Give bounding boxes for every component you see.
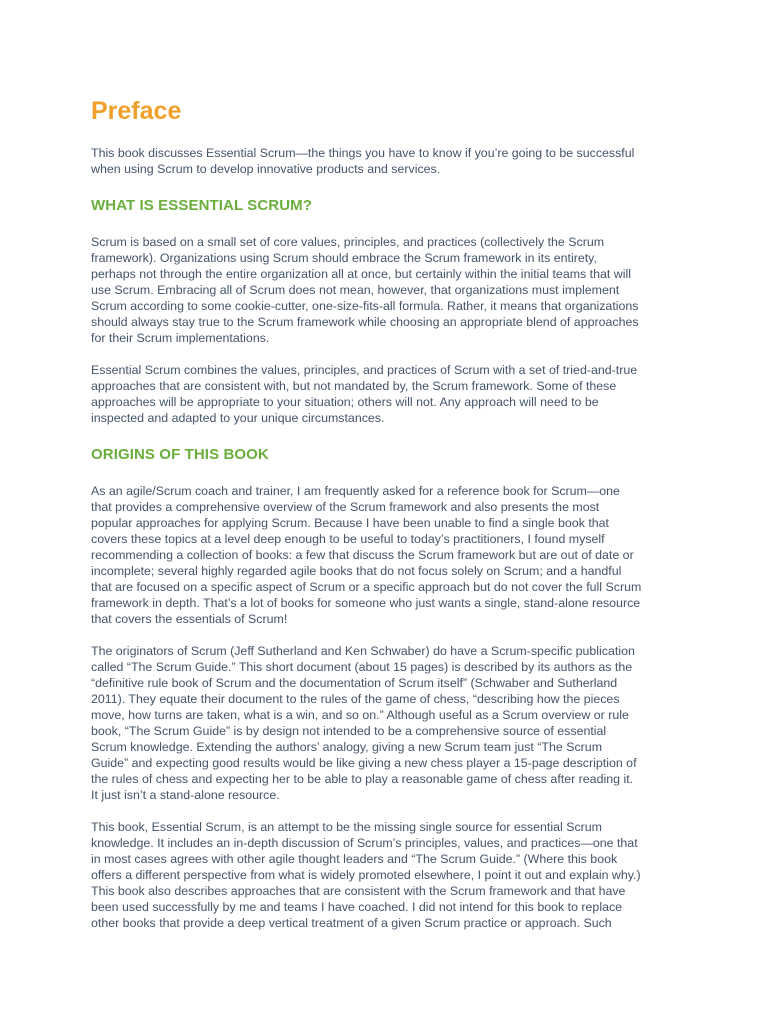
intro-paragraph: This book discusses Essential Scrum—the things you have to know if you’re going to be successful when using Scrum to develop innovative products and services.	[91, 146, 635, 176]
body-paragraph: As an agile/Scrum coach and trainer, I am frequently asked for a reference book for Scrum—one that provides a comprehensive overview of the Scrum framework and also presents the most popular approaches for applying Scrum. Because I have been unable to find a single book that covers these topics at a level deep enough to be useful to today’s practitioners, I found myself recommending a collection of books: a few that discuss the Scrum framework but are out of date or incomplete; several highly regarded agile books that do not focus solely on Scrum; and a handful that are focused on a specific aspect of Scrum or a specific approach but do not cover the full Scrum framework in depth. That’s a lot of books for someone who just wants a single, stand-alone resource that covers the essentials of Scrum!	[91, 484, 642, 626]
body-paragraph: Scrum is based on a small set of core values, principles, and practices (collectively the Scrum framework). Organizations using Scrum should embrace the Scrum framework in its entirety, perhaps not through the entire organization all at once, but certainly within the initial teams that will use Scrum. Embracing all of Scrum does not mean, however, that organizations must implement Scrum according to some cookie-cutter, one-size-fits-all formula. Rather, it means that organizations should always stay true to the Scrum framework while choosing an appropriate blend of approaches for their Scrum implementations.	[91, 235, 639, 345]
body-paragraph: The originators of Scrum (Jeff Sutherland and Ken Schwaber) do have a Scrum-specific publication called “The Scrum Guide.” This short document (about 15 pages) is described by its authors as the “definitive rule book of Scrum and the documentation of Scrum itself” (Schwaber and Sutherland 2011). They equate their document to the rules of the game of chess, “describing how the pieces move, how turns are taken, what is a win, and so on.” Although useful as a Scrum overview or rule book, “The Scrum Guide” is by design not intended to be a comprehensive source of essential Scrum knowledge. Extending the authors’ analogy, giving a new Scrum team just “The Scrum Guide” and expecting good results would be like giving a new chess player a 15-page description of the rules of chess and expecting her to be able to play a reasonable game of chess after reading it. It just isn’t a stand-alone resource.	[91, 644, 637, 802]
section-heading-origins-of-this-book: ORIGINS OF THIS BOOK	[91, 446, 269, 463]
body-paragraph: Essential Scrum combines the values, principles, and practices of Scrum with a set of tried-and-true approaches that are consistent with, but not mandated by, the Scrum framework. Some of these approaches will be appropriate to your situation; others will not. Any approach will need to be inspected and adapted to your unique circumstances.	[91, 363, 638, 425]
section-heading-what-is-essential-scrum: WHAT IS ESSENTIAL SCRUM?	[91, 197, 313, 214]
document-content	[91, 94, 681, 931]
page-title: Preface	[91, 97, 182, 125]
body-paragraph: This book, Essential Scrum, is an attempt to be the missing single source for essential Scrum knowledge. It includes an in-depth discussion of Scrum’s principles, values, and practices—one that in most cases agrees with other agile thought leaders and “The Scrum Guide.” (Where this book offers a different perspective from what is widely promoted elsewhere, I point it out and explain why.) This book also describes approaches that are consistent with the Scrum framework and that have been used successfully by me and teams I have coached. I did not intend for this book to replace other books that provide a deep vertical treatment of a given Scrum practice or approach. Such	[91, 820, 641, 930]
